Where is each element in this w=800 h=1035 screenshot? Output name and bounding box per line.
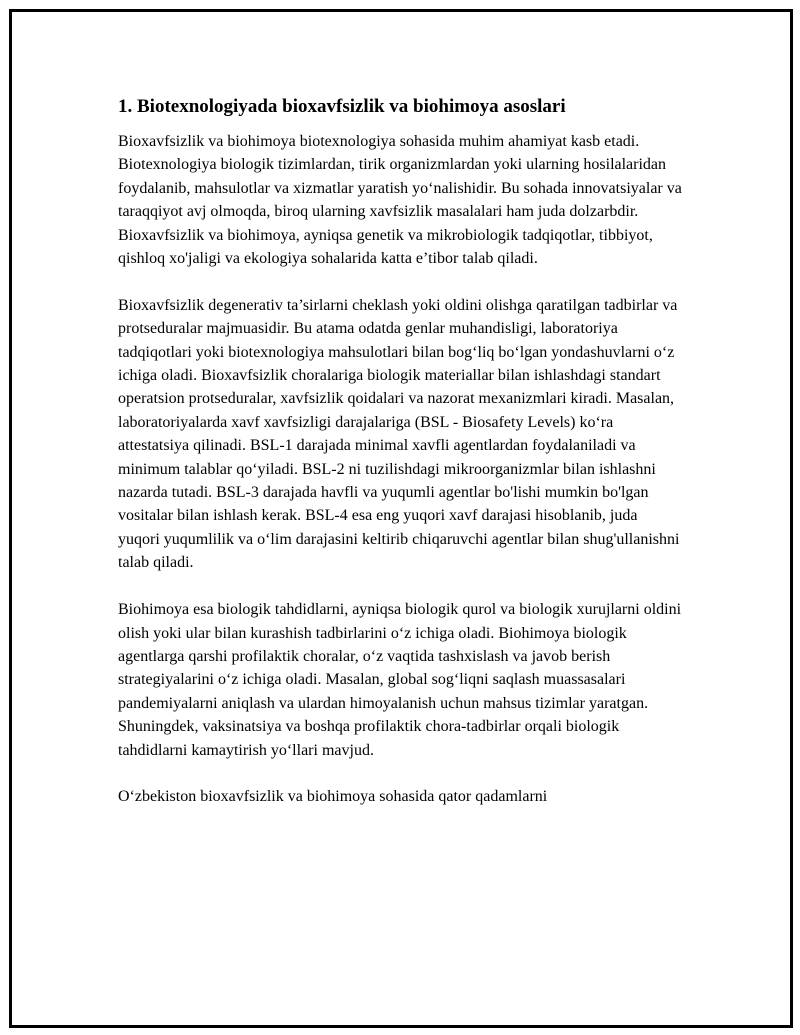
paragraph-bioxavfsizlik: Bioxavfsizlik degenerativ ta’sirlarni cheklash yoki oldini olishga qaratilgan tadbirlar va protseduralar majmuasidir. Bu atama odatda genlar muhandisligi, laboratoriya tadqiqotlari yoki biotexnologiya mahsulotlari bilan bog‘liq bo‘lgan yondashuvlarni o‘z ichiga oladi. Bioxavfsizlik choralariga biologik materiallar bilan ishlashdagi standart operatsion protseduralar, xavfsizlik qoidalari va nazorat mexanizmlari kiradi. Masalan, laboratoriyalarda xavf xavfsizligi darajalariga (BSL - Biosafety Levels) ko‘ra attestatsiya qilinadi. BSL-1 darajada minimal xavfli agentlardan foydalaniladi va minimum talablar qo‘yiladi. BSL-2 ni tuzilishdagi mikroorganizmlar bilan ishlashni nazarda tutadi. BSL-3 darajada havfli va yuqumli agentlar bo'lishi mumkin bo'lgan vositalar bilan ishlash kerak. BSL-4 esa eng yuqori xavf darajasi hisoblanib, juda yuqori yuqumlilik va o‘lim darajasini keltirib chiqaruvchi agentlar bilan shug'ullanishni talab qiladi.	[118, 296, 680, 572]
paragraph-uzbekistan: O‘zbekiston bioxavfsizlik va biohimoya sohasida qator qadamlarni	[118, 788, 548, 806]
paragraph-intro: Bioxavfsizlik va biohimoya biotexnologiya sohasida muhim ahamiyat kasb etadi. Biotexnologiya biologik tizimlardan, tirik organizmlardan yoki ularning hosilalaridan foydalanib, mahsulotlar va xizmatlar yaratish yo‘nalishidir. Bu sohada innovatsiyalar va taraqqiyot avj olmoqda, biroq ularning xavfsizlik masalalari ham juda dolzarbdir. Bioxavfsizlik va biohimoya, ayniqsa genetik va mikrobiologik tadqiqotlar, tibbiyot, qishloq xo'jaligi va ekologiya sohalarida katta e’tibor talab qiladi.	[118, 133, 682, 268]
section-heading: 1. Biotexnologiyada bioxavfsizlik va biohimoya asoslari	[118, 96, 566, 117]
document-body	[118, 95, 683, 809]
paragraph-biohimoya: Biohimoya esa biologik tahdidlarni, ayniqsa biologik qurol va biologik xurujlarni oldini olish yoki ular bilan kurashish tadbirlarini o‘z ichiga oladi. Biohimoya biologik agentlarga qarshi profilaktik choralar, o‘z vaqtida tashxislash va javob berish strategiyalarini o‘z ichiga oladi. Masalan, global sog‘liqni saqlash muassasalari pandemiyalarni aniqlash va ulardan himoyalanish uchun mahsus tizimlar yaratgan. Shuningdek, vaksinatsiya va boshqa profilaktik chora-tadbirlar orqali biologik tahdidlarni kamaytirish yo‘llari mavjud.	[118, 601, 682, 759]
